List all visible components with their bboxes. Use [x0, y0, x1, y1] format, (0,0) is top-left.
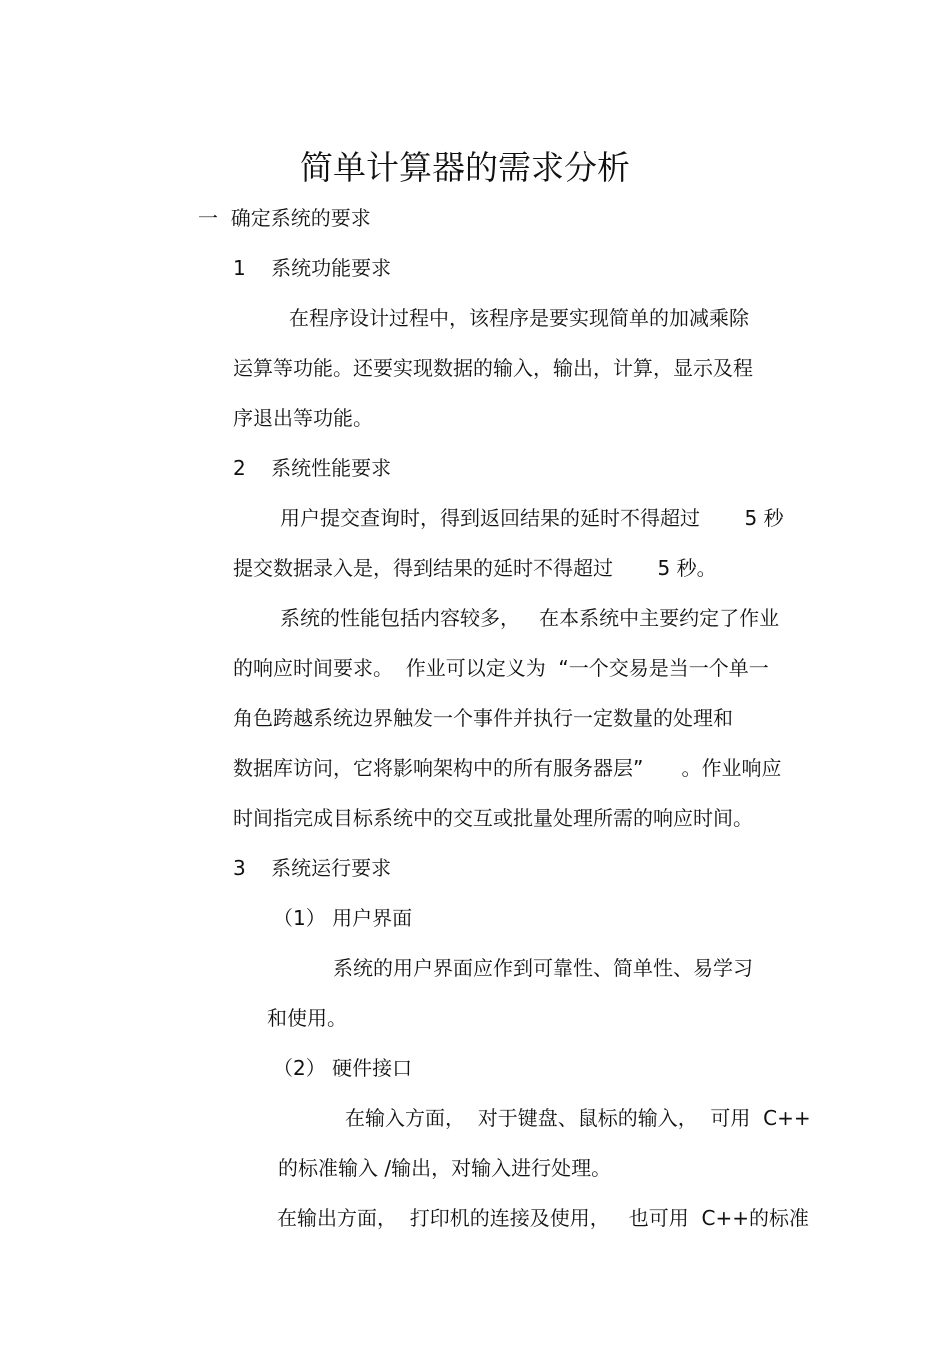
item-heading-user-interface: （1） 用户界面 — [273, 906, 413, 930]
section-heading: 一 确定系统的要求 — [198, 206, 371, 230]
paragraph-line: 序退出等功能。 — [233, 406, 373, 430]
document-title: 简单计算器的需求分析 — [300, 148, 630, 187]
paragraph-line: 和使用。 — [267, 1006, 347, 1030]
paragraph-line: 在程序设计过程中，该程序是要实现简单的加减乘除 — [289, 306, 749, 330]
paragraph-line: 在输入方面， 对于键盘、鼠标的输入， 可用 C++ — [345, 1106, 811, 1130]
paragraph-line: 数据库访问，它将影响架构中的所有服务器层” 。作业响应 — [233, 756, 782, 780]
subsection-heading-performance: 2 系统性能要求 — [233, 456, 392, 480]
subsection-heading-operation: 3 系统运行要求 — [233, 856, 392, 880]
paragraph-line: 在输出方面， 打印机的连接及使用， 也可用 C++的标准 — [277, 1206, 809, 1230]
paragraph-line: 运算等功能。还要实现数据的输入，输出，计算，显示及程 — [233, 356, 753, 380]
paragraph-line: 角色跨越系统边界触发一个事件并执行一定数量的处理和 — [233, 706, 733, 730]
paragraph-line: 系统的性能包括内容较多， 在本系统中主要约定了作业 — [280, 606, 780, 630]
paragraph-line: 时间指完成目标系统中的交互或批量处理所需的响应时间。 — [233, 806, 753, 830]
paragraph-line: 的标准输入 /输出，对输入进行处理。 — [278, 1156, 612, 1180]
paragraph-line: 系统的用户界面应作到可靠性、简单性、易学习 — [333, 956, 753, 980]
paragraph-line: 提交数据录入是，得到结果的延时不得超过 5 秒。 — [233, 556, 717, 580]
item-heading-hardware-interface: （2） 硬件接口 — [273, 1056, 413, 1080]
subsection-heading-function: 1 系统功能要求 — [233, 256, 392, 280]
paragraph-line: 用户提交查询时，得到返回结果的延时不得超过 5 秒 — [280, 506, 784, 530]
paragraph-line: 的响应时间要求。 作业可以定义为 “一个交易是当一个单一 — [233, 656, 769, 680]
